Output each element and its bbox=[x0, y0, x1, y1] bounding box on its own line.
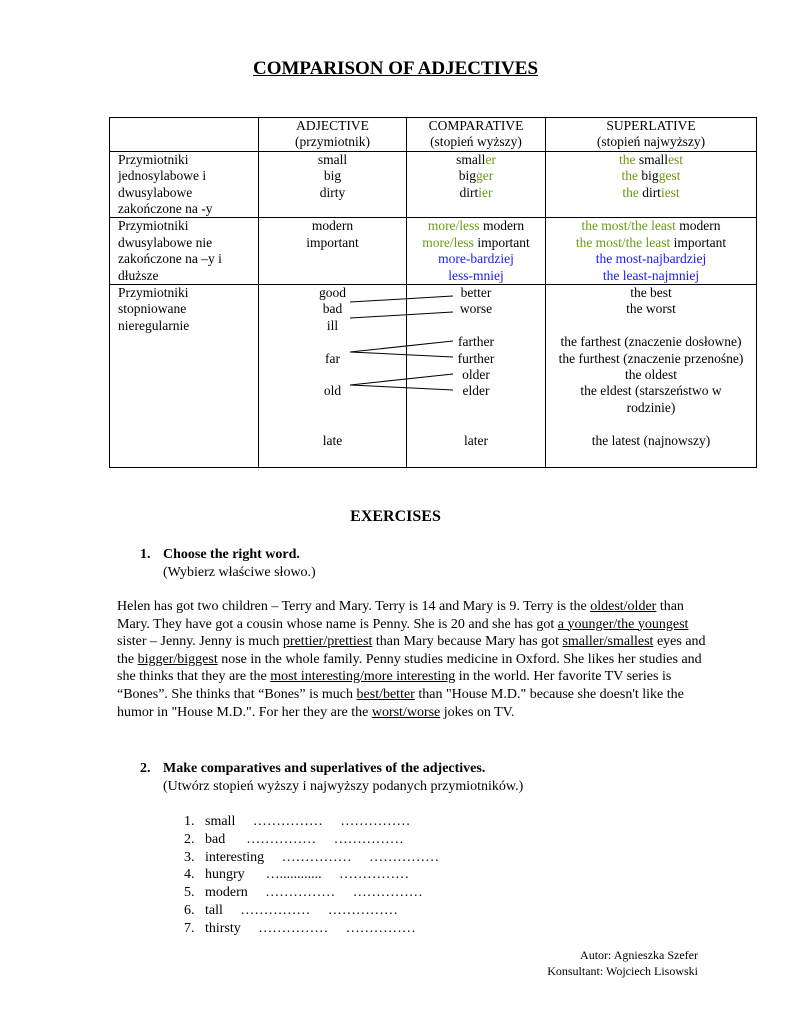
header-comparative: COMPARATIVE (stopień wyższy) bbox=[407, 118, 546, 152]
paragraph-text: in the world. Her favorite TV series is “Bones”. She thinks that “Bones” is much bbox=[117, 669, 672, 702]
list-item: 6. tall …………… …………… bbox=[184, 902, 398, 918]
row-label: Przymiotniki dwusylabowe nie zakończone na –y i dłuższe bbox=[110, 218, 259, 285]
comparative-cell: more/less modern more/less important more-bardziej less-mniej bbox=[407, 218, 546, 285]
exercise-subtitle: (Utwórz stopień wyższy i najwyższy podanych przymiotników.) bbox=[163, 779, 524, 794]
superlative-cell: the smallest the biggest the dirtiest bbox=[546, 151, 757, 218]
answer-choice: a younger/the youngest bbox=[557, 616, 689, 632]
exercise-title: Make comparatives and superlatives of the adjectives. bbox=[163, 761, 486, 776]
paragraph-text: jokes on TV. bbox=[440, 704, 515, 720]
paragraph-text: than Mary because Mary has got bbox=[372, 634, 563, 650]
paragraph-text: Helen has got two children – Terry and Mary. Terry is 14 and Mary is 9. Terry is the bbox=[117, 599, 591, 614]
adjective-cell: modern important bbox=[259, 218, 407, 285]
paragraph-text: than Mary. They have got a cousin whose name is Penny. She is 20 and she has got bbox=[117, 599, 684, 632]
answer-choice: most interesting/more interesting bbox=[270, 669, 456, 685]
row-label: Przymiotniki jednosylabowe i dwusylabowe zakończone na -y bbox=[110, 151, 259, 218]
table-row-irregular bbox=[110, 285, 757, 468]
paragraph-text: nose in the whole family. Penny studies medicine in Oxford. She likes her studies and she thinks that they are the bbox=[117, 651, 702, 685]
exercise-title: Choose the right word. bbox=[163, 547, 300, 562]
comparative-cell: better worse farther further older elder later bbox=[407, 285, 546, 468]
header-adjective: ADJECTIVE (przymiotnik) bbox=[259, 118, 407, 152]
row-label: Przymiotniki stopniowane nieregularnie bbox=[110, 285, 259, 468]
header-empty bbox=[110, 118, 259, 152]
paragraph-text: sister – Jenny. Jenny is much bbox=[117, 634, 283, 650]
answer-choice: bigger/biggest bbox=[137, 651, 218, 667]
answer-choice: smaller/smallest bbox=[562, 634, 654, 650]
page-title: COMPARISON OF ADJECTIVES bbox=[252, 58, 539, 79]
answer-choice: best/better bbox=[356, 686, 415, 702]
list-item: 2. bad …………… …………… bbox=[184, 831, 404, 847]
answer-choice: oldest/older bbox=[590, 599, 657, 614]
footer bbox=[547, 948, 698, 979]
footer-consultant: Konsultant: Wojciech Lisowski bbox=[547, 963, 698, 978]
exercise-1-heading bbox=[140, 546, 316, 582]
paragraph-text: eyes and the bbox=[117, 634, 706, 667]
exercise-subtitle: (Wybierz właściwe słowo.) bbox=[163, 565, 316, 580]
comparison-table bbox=[109, 117, 757, 468]
adjective-cell: small big dirty bbox=[259, 151, 407, 218]
superlative-cell: the best the worst the farthest (znaczenie dosłowne) the furthest (znaczenie przenośne) the oldest the eldest (starszeństwo w rodzinie) the latest (najnowszy) bbox=[546, 285, 757, 468]
exercise-number: 2. bbox=[140, 761, 151, 776]
exercise-2-list bbox=[184, 813, 439, 938]
table-row-long bbox=[110, 218, 757, 285]
list-item: 7. thirsty …………… …………… bbox=[184, 920, 416, 936]
paragraph-text: than "House M.D." because she doesn't like the humor in "House M.D.". For her they are the bbox=[117, 686, 684, 720]
table-row-short bbox=[110, 151, 757, 218]
header-superlative: SUPERLATIVE (stopień najwyższy) bbox=[546, 118, 757, 152]
exercise-1-paragraph bbox=[117, 598, 707, 721]
comparative-cell: smaller bigger dirtier bbox=[407, 151, 546, 218]
footer-author: Autor: Agnieszka Szefer bbox=[580, 948, 698, 962]
adjective-cell: good bad ill far old late bbox=[259, 285, 407, 468]
list-item: 3. interesting …………… …………… bbox=[184, 849, 440, 865]
list-item: 4. hungry …............ …………… bbox=[184, 867, 410, 883]
list-item: 1. small …………… …………… bbox=[184, 814, 411, 829]
superlative-cell: the most/the least modern the most/the least important the most-najbardziej the least-najmniej bbox=[546, 218, 757, 285]
exercise-number: 1. bbox=[140, 547, 151, 562]
answer-choice: prettier/prettiest bbox=[282, 634, 373, 650]
answer-choice: worst/worse bbox=[371, 704, 441, 720]
exercises-heading: EXERCISES bbox=[350, 508, 441, 525]
list-item: 5. modern …………… …………… bbox=[184, 885, 423, 901]
exercise-2-heading bbox=[140, 760, 523, 796]
table-header-row bbox=[110, 118, 757, 152]
